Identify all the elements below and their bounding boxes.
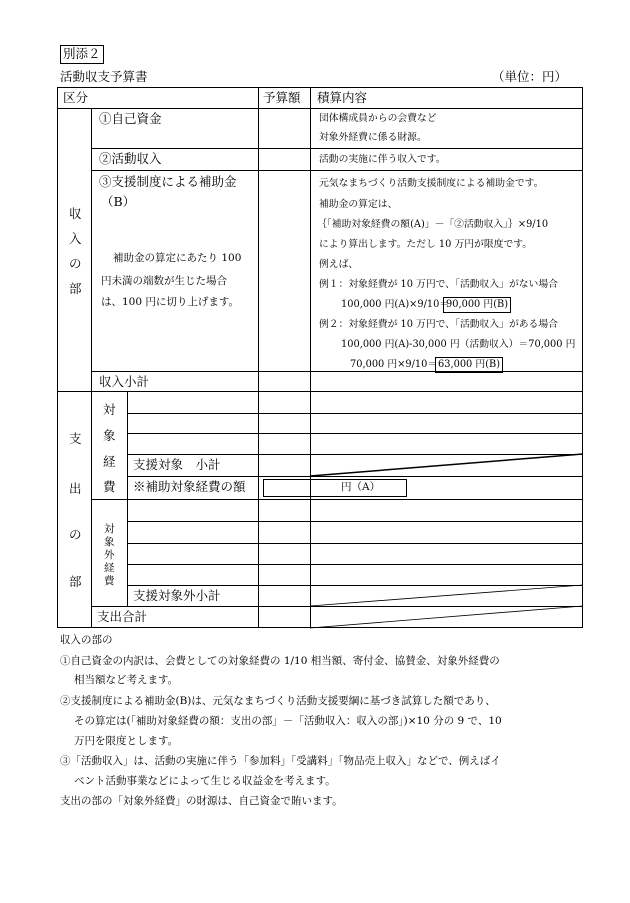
note-2: 万円を限度とします。: [74, 735, 179, 747]
col-basis: 積算内容: [317, 90, 368, 105]
subsidy-formula: ｛「補助対象経費の額(A)」－「②活動収入」｝×9/10: [317, 219, 549, 230]
income-section-char: 入: [69, 231, 82, 246]
subsidy-note: は、100 円に切り上げます。: [101, 296, 240, 308]
subsidy-basis: 補助金の算定は、: [319, 199, 398, 210]
example-2-calc: 100,000 円(A)-30,000 円（活動収入）＝70,000 円: [341, 339, 576, 350]
own-funds-basis: 対象外経費に係る財源。: [319, 132, 427, 143]
subsidy-target-amount-label: ※補助対象経費の額: [133, 479, 246, 494]
example-2-result: 63,000 円(B): [435, 357, 503, 373]
notes-footer: 支出の部の「対象外経費」の財源は、自己資金で賄います。: [60, 795, 343, 807]
document-title: 活動収支予算書: [60, 69, 148, 84]
own-funds-basis: 団体構成員からの会費など: [319, 113, 437, 124]
subsidy-sub-label: （B）: [101, 194, 136, 209]
note-2: その算定は(「補助対象経費の額：支出の部」－「活動収入：収入の部」)×10 分の 9 で、10: [74, 715, 502, 727]
diagonal-expense-total: [310, 606, 583, 628]
target-expense-char: 対: [103, 402, 116, 417]
header-divider: [57, 108, 583, 109]
target-expense-char: 象: [103, 428, 116, 443]
example-2: 例２：対象経費が 10 万円で、「活動収入」がある場合: [319, 319, 558, 330]
example-2-calc: 70,000 円×9/10＝: [350, 359, 438, 370]
col-category: 区分: [63, 90, 89, 105]
subsidy-note: 補助金の算定にあたり 100: [113, 252, 242, 264]
activity-income-basis: 活動の実施に伴う収入です。: [319, 154, 446, 165]
own-funds-label: ①自己資金: [99, 111, 162, 126]
expense-section-char: 出: [69, 481, 82, 496]
example-1-calc: 100,000 円(A)×9/10＝: [341, 299, 450, 310]
col-budget: 予算額: [263, 90, 301, 105]
example-1-result: 90,000 円(B): [443, 297, 511, 313]
notes-heading: 収入の部の: [60, 634, 113, 646]
activity-income-label: ②活動収入: [99, 151, 162, 166]
income-section-char: 部: [69, 281, 82, 296]
subsidy-target-amount-value: 円（A）: [341, 481, 381, 493]
note-1: 相当額など考えます。: [74, 674, 179, 686]
non-target-char: 経: [104, 562, 115, 574]
expense-section-char: の: [69, 527, 82, 542]
note-3: ベント活動事業などによって生じる収益金を考えます。: [74, 775, 336, 787]
support-subtotal-label: 支援対象 小計: [133, 457, 221, 472]
diagonal-support-subtotal: [310, 454, 583, 476]
non-target-char: 外: [104, 549, 115, 561]
attachment-label: 別添２: [63, 46, 101, 61]
income-section-char: 収: [69, 206, 82, 221]
expense-section-char: 部: [69, 574, 82, 589]
subsidy-basis: 例えば、: [319, 259, 359, 270]
subsidy-label: ③支援制度による補助金: [99, 174, 237, 189]
non-support-subtotal-label: 支援対象外小計: [133, 588, 221, 603]
note-3: ③「活動収入」は、活動の実施に伴う「参加料」「受講料」「物品売上収入」などで、例えばイ: [60, 755, 501, 767]
expense-section-char: 支: [69, 431, 82, 446]
expense-total-label: 支出合計: [97, 609, 148, 624]
subsidy-basis: により算出します。ただし 10 万円が限度です。: [319, 239, 533, 250]
target-expense-char: 費: [103, 479, 116, 494]
note-2: ②支援制度による補助金(B)は、元気なまちづくり活動支援要綱に基づき試算した額であり、: [60, 695, 496, 707]
budget-table: [57, 87, 583, 628]
subsidy-note: 円未満の端数が生じた場合: [101, 275, 227, 287]
income-subtotal-label: 収入小計: [99, 374, 150, 389]
target-expense-char: 経: [103, 454, 116, 469]
unit-label: （単位：円）: [492, 69, 568, 84]
non-target-char: 費: [104, 575, 115, 587]
non-target-char: 対: [104, 523, 115, 535]
diagonal-non-support-subtotal: [310, 585, 583, 606]
note-1: ①自己資金の内訳は、会費としての対象経費の 1/10 相当額、寄付金、協賛金、対象外経費の: [60, 655, 500, 667]
income-section-char: の: [69, 256, 82, 271]
subsidy-target-amount-box: [263, 479, 407, 497]
non-target-char: 象: [104, 536, 115, 548]
example-1: 例１：対象経費が 10 万円で、「活動収入」がない場合: [319, 279, 558, 290]
income-expense-divider: [57, 391, 583, 392]
subsidy-basis: 元気なまちづくり活動支援制度による補助金です。: [319, 178, 544, 189]
